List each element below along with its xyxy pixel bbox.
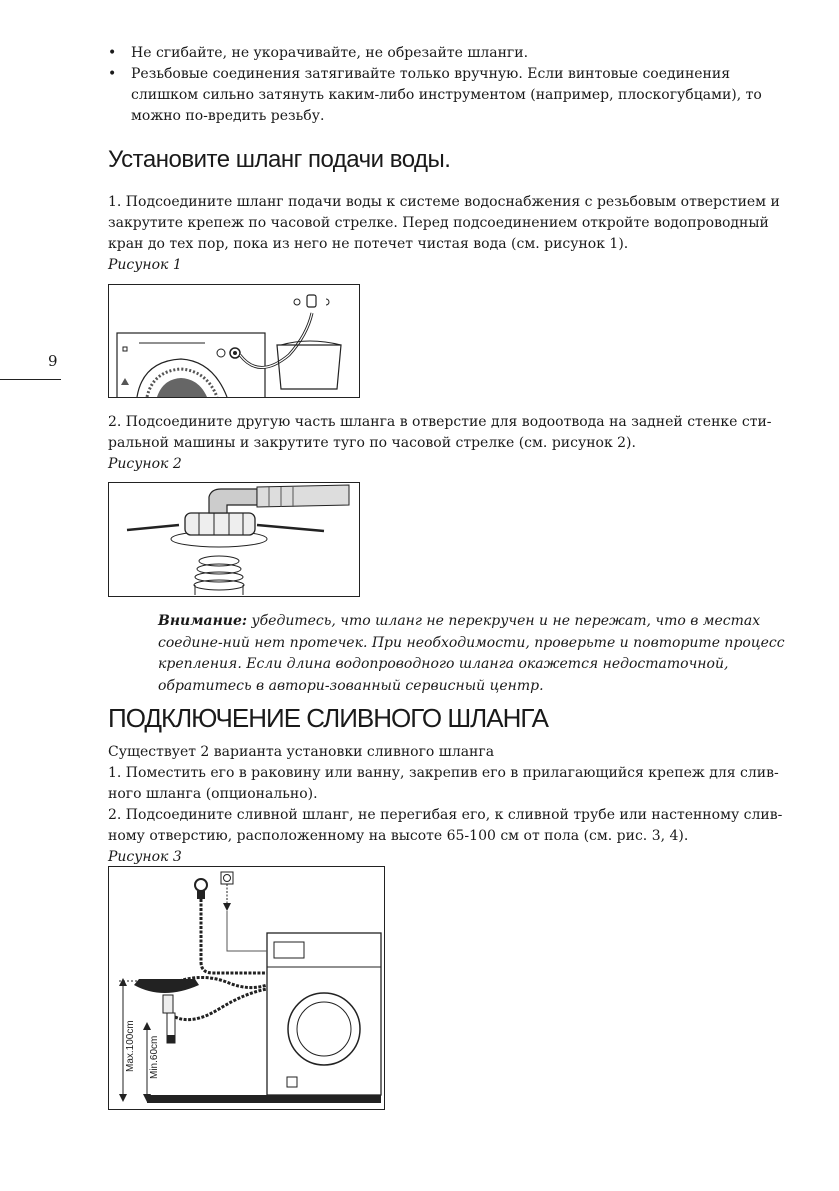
- drain-option-2: 2. Подсоедините сливной шланг, не перегибая его, к сливной трубе или настенному слив-ному отверстию, расположенному на высоте 65-100 см от пола (см. рис. 3, 4).: [108, 807, 783, 844]
- drain-options-paragraph: [108, 742, 798, 868]
- page-number-rule: [0, 379, 61, 380]
- bullet-list: [108, 43, 798, 127]
- figure-2-caption: Рисунок 2: [108, 456, 182, 472]
- step-2-text: 2. Подсоедините другую часть шланга в отверстие для водоотвода на задней стенке сти-ральной машины и закрутите туго по часовой стрелке (см. рисунок 2).: [108, 414, 772, 451]
- section-title-drain-hose: ПОДКЛЮЧЕНИЕ СЛИВНОГО ШЛАНГА: [108, 703, 549, 733]
- max-height-label: Max.100cm: [125, 1020, 136, 1072]
- page-number: 9: [48, 352, 58, 370]
- step-1-text: 1. Подсоедините шланг подачи воды к системе водоснабжения с резьбовым отверстием и закрутите крепеж по часовой стрелке. Перед подсоединением откройте водопроводный кран до тех пор, пока из него не потечет чистая вода (см. рисунок 1).: [108, 194, 780, 252]
- bullet-item: • Резьбовые соединения затягивайте только вручную. Если винтовые соединения слишком сильно затянуть каким-либо инструментом (например, плоскогубцами), то можно по-вредить резьбу.: [108, 64, 798, 127]
- min-height-label: Min.60cm: [149, 1035, 160, 1079]
- step-2-paragraph: [108, 412, 798, 475]
- water-tap-icon: [109, 285, 359, 397]
- section-title-water-supply: Установите шланг подачи воды.: [108, 146, 451, 173]
- figure-2: [108, 482, 360, 597]
- figure-1: [108, 284, 360, 398]
- drain-option-1: 1. Поместить его в раковину или ванну, закрепив его в прилагающийся крепеж для слив-ного шланга (опционально).: [108, 765, 779, 802]
- warning-label: Внимание:: [158, 613, 248, 629]
- warning-text: убедитесь, что шланг не перекручен и не пережат, что в местах соедине-ний нет протечек. При необходимости, проверьте и повторите процесс крепления. Если длина водопроводного шланга окажется недостаточной, обратитесь в автори-зованный сервисный центр.: [158, 613, 785, 694]
- figure-1-caption: Рисунок 1: [108, 257, 182, 273]
- hose-nut-icon: [109, 483, 359, 596]
- figure-3: [108, 866, 385, 1110]
- drain-intro: Существует 2 варианта установки сливного шланга: [108, 744, 495, 760]
- warning-note: [158, 611, 788, 697]
- figure-3-caption: Рисунок 3: [108, 849, 182, 865]
- drain-sink-icon: [109, 867, 384, 1109]
- step-1-paragraph: [108, 192, 798, 276]
- bullet-item: • Не сгибайте, не укорачивайте, не обрезайте шланги.: [108, 43, 798, 64]
